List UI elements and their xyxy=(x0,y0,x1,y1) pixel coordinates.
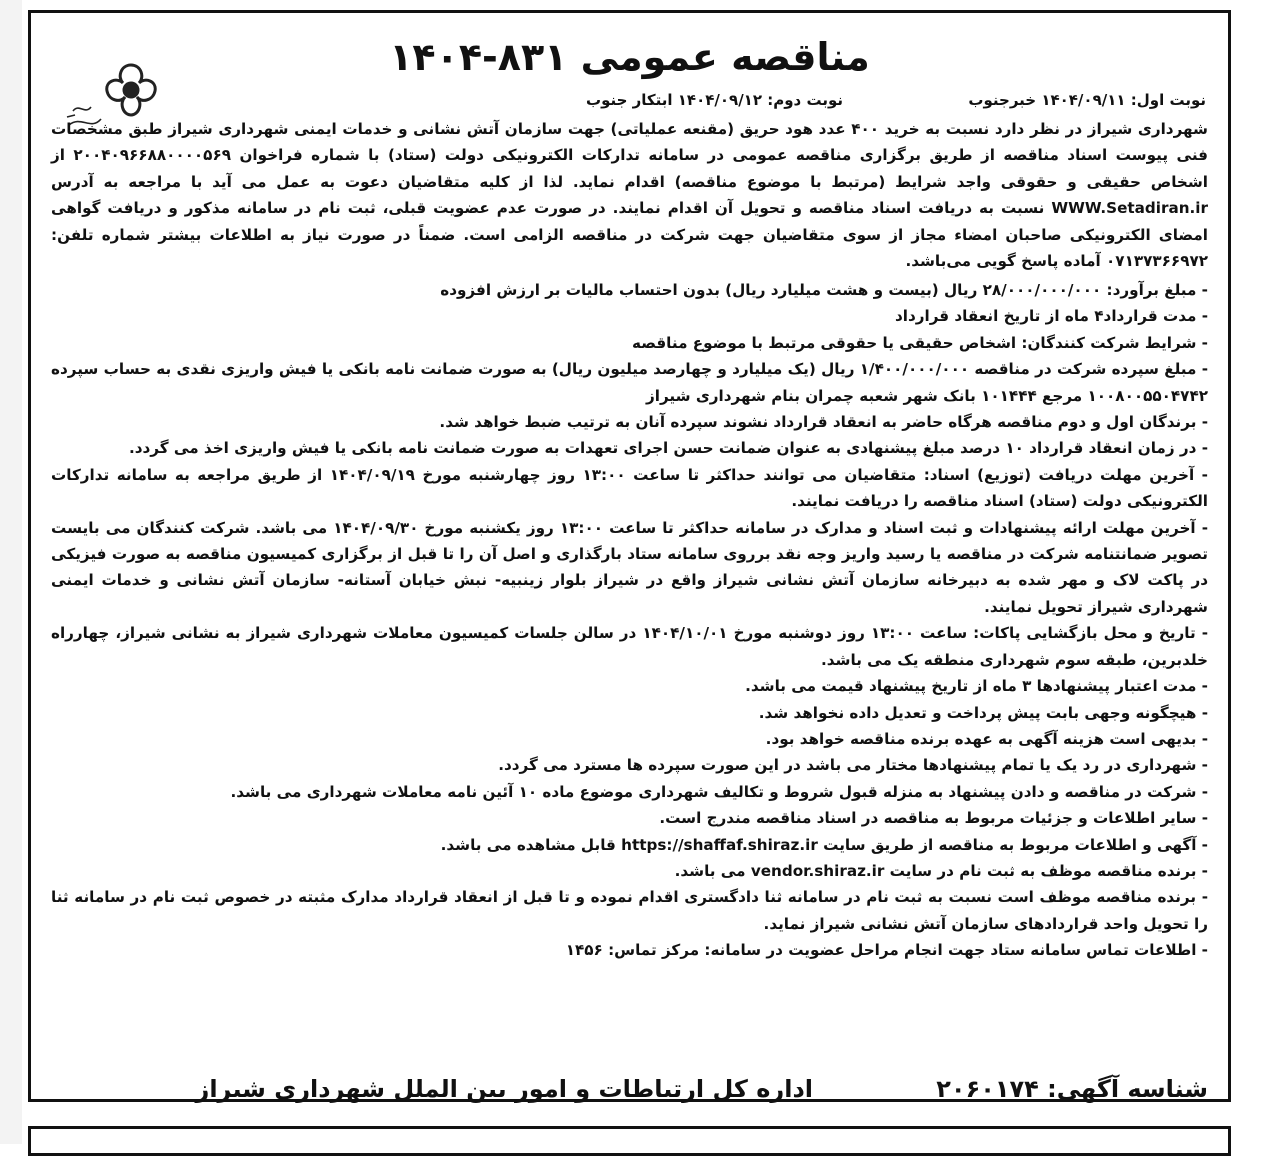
item-vendor: - برنده مناقصه موظف به ثبت نام در سایت vendor.shiraz.ir می باشد. xyxy=(674,861,1208,880)
intro-text: شهرداری شیراز در نظر دارد نسبت به خرید ۴۰۰ عدد هود حریق (مقنعه عملیاتی) جهت سازمان آتش نشانی و خدمات ایمنی شهرداری شیراز طبق مشخصات فنی پیوست اسناد مناقصه از طریق برگزاری مناقصه عمومی در سامانه تدارکات الکترونیکی دولت (ستاد) با شماره فراخوان ۲۰۰۴۰۹۶۶۸۸۰۰۰۰۵۶۹ از اشخاص حقیقی و حقوقی واجد شرایط (مرتبط با موضوع مناقصه) اقدام نماید. لذا از کلیه متقاضیان دعوت به عمل می آید با مراجعه به آدرس WWW.Setadiran.ir نسبت به دریافت اسناد مناقصه و تحویل آن اقدام نمایند. در صورت عدم عضویت قبلی، ثبت نام در سامانه مذکور و دریافت گواهی امضای الکترونیکی صاحبان امضاء مجاز از سوی متقاضیان جهت شرکت در مناقصه الزامی است. ضمناً در صورت نیاز به اطلاعات بیشتر شماره تلفن: ۰۷۱۳۷۳۶۶۹۷۲ آماده پاسخ گویی می‌باشد. xyxy=(51,120,1208,271)
item-duration: - مدت قرارداد۴ ماه از تاریخ انعقاد قرارداد xyxy=(894,307,1208,326)
notice-title: مناقصه عمومی ۸۳۱-۱۴۰۴ xyxy=(389,35,870,79)
ad-id: شناسه آگهی: ۲۰۶۰۱۷۴ xyxy=(936,1075,1208,1103)
item-participants: - شرایط شرکت کنندگان: اشخاص حقیقی یا حقوقی مرتبط با موضوع مناقصه xyxy=(632,333,1208,352)
first-publication: نوبت اول: ۱۴۰۴/۰۹/۱۱ خبرجنوب xyxy=(968,91,1206,109)
second-publication: نوبت دوم: ۱۴۰۴/۰۹/۱۲ ابتکار جنوب xyxy=(586,91,843,109)
item-winners: - برندگان اول و دوم مناقصه هرگاه حاضر به انعقاد قرارداد نشوند سپرده آنان به ترتیب ضبط خواهد شد. xyxy=(439,413,1208,432)
item-sana: - برنده مناقصه موظف است نسبت به ثبت نام در سامانه ثنا دادگستری اقدام نموده و تا قبل از انعقاد قرارداد مدارک مثبته در خصوص ثبت نام در سامانه ثنا را تحویل واحد قراردادهای سازمان آتش نشانی شیراز نماید. xyxy=(51,888,1208,933)
item-prepayment: - هیچگونه وجهی بابت پیش پرداخت و تعدیل داده نخواهد شد. xyxy=(758,703,1208,722)
item-rejection: - شهرداری در رد یک یا تمام پیشنهادها مختار می باشد در این صورت سپرده ها مسترد می گردد. xyxy=(498,756,1208,775)
item-ad-cost: - بدیهی است هزینه آگهی به عهده برنده مناقصه خواهد بود. xyxy=(765,729,1208,748)
item-website: - آگهی و اطلاعات مربوط به مناقصه از طریق سایت https://shaffaf.shiraz.ir قابل مشاهده می باشد. xyxy=(440,835,1208,854)
item-validity: - مدت اعتبار پیشنهادها ۳ ماه از تاریخ پیشنهاد قیمت می باشد. xyxy=(745,677,1208,696)
conditions-list xyxy=(51,277,1208,964)
item-estimate: - مبلغ برآورد: ۲۸/۰۰۰/۰۰۰/۰۰۰ ریال (بیست و هشت میلیارد ریال) بدون احتساب مالیات بر ارزش افزوده xyxy=(440,281,1208,299)
notice-footer xyxy=(51,1075,1208,1109)
item-opening: - تاریخ و محل بازگشایی پاکات: ساعت ۱۳:۰۰ روز دوشنبه مورخ ۱۴۰۴/۱۰/۰۱ در سالن جلسات کمیسیون معاملات شهرداری شیراز به نشانی شیراز، چهارراه خلدبرین، طبقه سوم شهرداری منطقه یک می باشد. xyxy=(51,624,1209,669)
item-deposit: - مبلغ سپرده شرکت در مناقصه ۱/۴۰۰/۰۰۰/۰۰۰ ریال (یک میلیارد و چهارصد میلیون ریال) به صورت ضمانت نامه بانکی یا فیش واریزی نقدی به حساب سپرده ۱۰۰۸۰۰۵۵۰۴۷۴۲ مرجع ۱۰۱۴۴۴ بانک شهر شعبه چمران بنام شهرداری شیراز xyxy=(51,360,1208,405)
item-proposal-deadline: - آخرین مهلت ارائه پیشنهادات و ثبت اسناد و مدارک در سامانه حداکثر تا ساعت ۱۳:۰۰ روز یکشنبه مورخ ۱۴۰۴/۰۹/۳۰ می باشد. شرکت کنندگان می بایست تصویر ضمانتنامه شرکت در مناقصه یا رسید واریز وجه نقد برروی سامانه ستاد بارگذاری و اصل آن را تا قبل از برگزاری کمیسیون مناقصه به صورت فیزیکی در پاکت لاک و مهر شده به دبیرخانه سازمان آتش نشانی شیراز واقع در شیراز بلوار زینبیه- نبش خیابان آستانه- سازمان آتش نشانی و خدمات ایمنی شهرداری شیراز تحویل نمایند. xyxy=(51,518,1208,616)
next-notice-border xyxy=(28,1126,1231,1156)
item-performance-bond: - در زمان انعقاد قرارداد ۱۰ درصد مبلغ پیشنهادی به عنوان ضمانت حسن اجرای تعهدات به صورت ضمانت نامه بانکی یا فیش واریزی اخذ می گردد. xyxy=(128,439,1208,458)
item-contact: - اطلاعات تماس سامانه ستاد جهت انجام مراحل عضویت در سامانه: مرکز تماس: ۱۴۵۶ xyxy=(565,941,1208,960)
intro-paragraph xyxy=(51,116,1208,274)
left-margin-strip xyxy=(0,0,22,1144)
item-acceptance: - شرکت در مناقصه و دادن پیشنهاد به منزله قبول شروط و تکالیف شهرداری موضوع ماده ۱۰ آئین نامه معاملات شهرداری می باشد. xyxy=(230,782,1208,801)
item-other-info: - سایر اطلاعات و جزئیات مربوط به مناقصه در اسناد مناقصه مندرج است. xyxy=(659,809,1208,828)
tender-notice xyxy=(28,10,1231,1102)
item-document-deadline: - آخرین مهلت دریافت (توزیع) اسناد: متقاضیان می توانند حداکثر تا ساعت ۱۳:۰۰ روز چهارشنبه مورخ ۱۴۰۴/۰۹/۱۹ از طریق مراجعه به سامانه تدارکات الکترونیکی دولت (ستاد) اسناد مناقصه را دریافت نمایند. xyxy=(51,465,1208,511)
issuing-office: اداره کل ارتباطات و امور بین الملل شهرداری شیراز xyxy=(195,1075,813,1103)
